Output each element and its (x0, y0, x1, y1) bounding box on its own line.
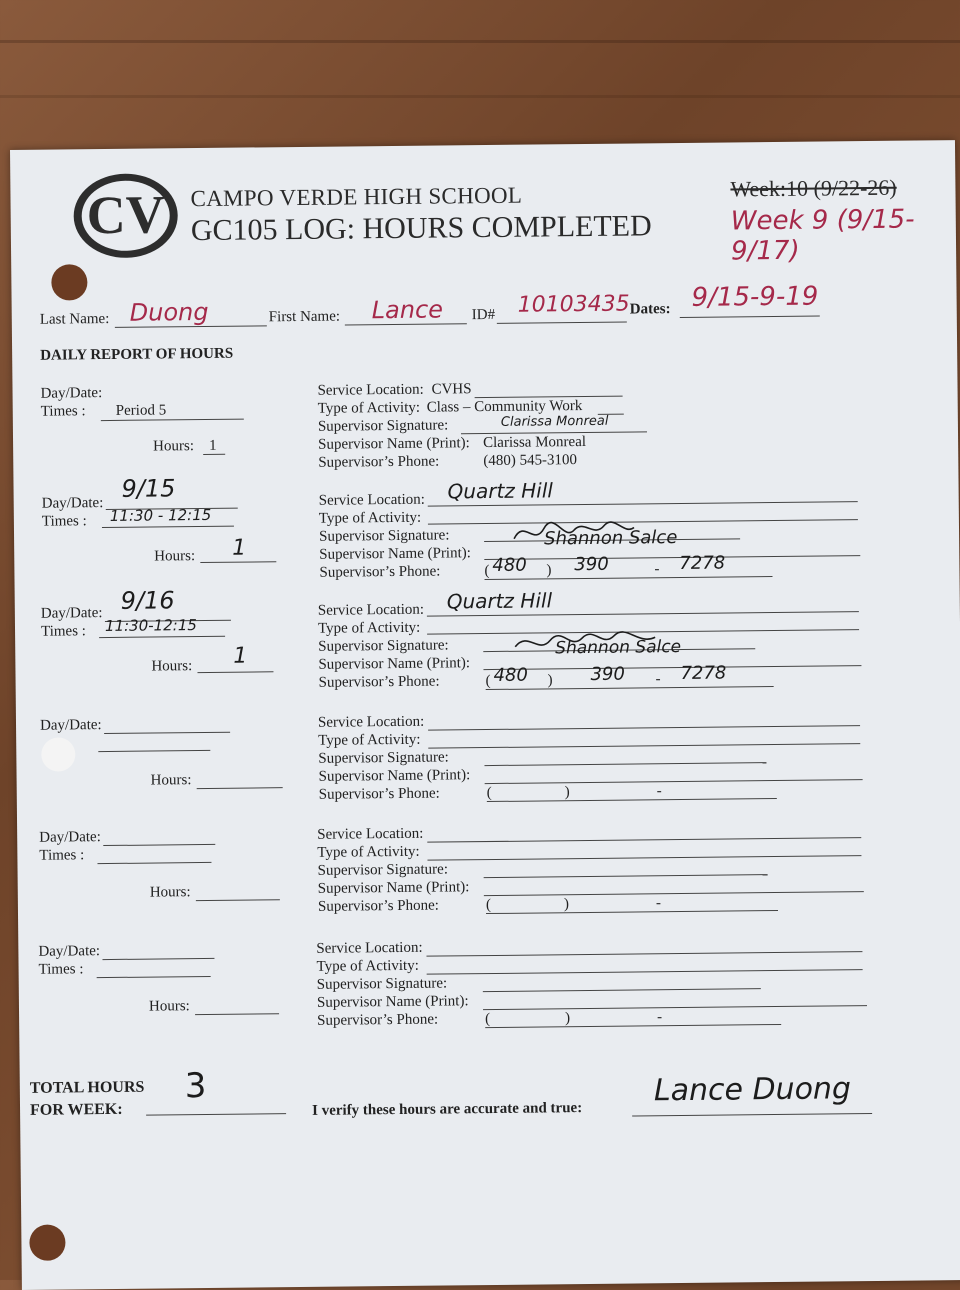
hours-label: Hours: (150, 772, 192, 789)
entry2-location: Quartz Hill (447, 478, 554, 504)
times-label: Times : (40, 403, 86, 420)
day-date-label: Day/Date: (38, 943, 101, 960)
supervisor-name-label: Supervisor Name (Print): (316, 993, 469, 1011)
punch-hole-top (51, 264, 87, 300)
hours-label: Hours: (154, 548, 196, 565)
entry1-times: Period 5 (115, 402, 167, 419)
hours-label: Hours: (148, 998, 190, 1015)
entry3-phone-area: 480 (493, 664, 528, 686)
service-location-label: Service Location: (317, 381, 424, 399)
total-hours-label-1: TOTAL HOURS (29, 1078, 145, 1097)
supervisor-phone-label: Supervisor’s Phone: (317, 1011, 439, 1029)
phone-dash: - (657, 1009, 663, 1026)
dates-label: Dates: (629, 301, 671, 318)
entry3-supervisor-name: Shannon Salce (555, 637, 682, 659)
supervisor-signature-label: Supervisor Signature: (318, 749, 449, 767)
supervisor-name-label: Supervisor Name (Print): (318, 435, 470, 453)
id-value: 10103435 (517, 291, 630, 318)
first-name-value: Lance (371, 295, 444, 325)
type-of-activity-label: Type of Activity: (317, 843, 420, 861)
day-date-label: Day/Date: (39, 829, 101, 846)
form-title: GC105 LOG: HOURS COMPLETED (190, 209, 652, 248)
hours-label: Hours: (151, 658, 193, 675)
supervisor-phone-label: Supervisor’s Phone: (317, 897, 440, 915)
phone-close-paren: ) (547, 672, 553, 689)
type-of-activity-label: Type of Activity: (318, 731, 421, 749)
entry1-location: CVHS (431, 381, 472, 398)
entry1-hours: 1 (209, 437, 217, 454)
entry3-location: Quartz Hill (446, 588, 553, 614)
phone-open-paren: ( (485, 897, 492, 914)
last-name-value: Duong (129, 297, 209, 327)
last-name-label: Last Name: (39, 310, 110, 328)
supervisor-name-label: Supervisor Name (Print): (317, 879, 470, 897)
supervisor-signature-label: Supervisor Signature: (316, 975, 448, 993)
times-label: Times : (38, 961, 84, 978)
verify-label: I verify these hours are accurate and true: (311, 1100, 583, 1119)
entry3-day-date: 9/16 (120, 586, 175, 615)
section-title: DAILY REPORT OF HOURS (40, 345, 234, 364)
entry2-day-date: 9/15 (121, 474, 176, 503)
type-of-activity-label: Type of Activity: (316, 957, 419, 975)
type-of-activity-label: Type of Activity: (318, 509, 422, 527)
supervisor-name-label: Supervisor Name (Print): (318, 655, 471, 673)
entry1-signature: Clarissa Monreal (500, 413, 609, 430)
log-sheet (10, 140, 960, 1290)
entry2-phone-line: 7278 (679, 552, 726, 575)
entry2-hours: 1 (232, 535, 247, 561)
service-location-label: Service Location: (318, 491, 425, 509)
week-handwritten: Week 9 (9/15-9/17) (730, 204, 915, 267)
phone-open-paren: ( (485, 672, 491, 690)
entry3-phone-line: 7278 (680, 662, 727, 685)
total-hours-label-2: FOR WEEK: (29, 1100, 123, 1119)
service-location-label: Service Location: (317, 601, 425, 619)
phone-close-paren: ) (564, 784, 570, 801)
day-date-label: Day/Date: (39, 717, 102, 734)
punch-hole-middle (41, 737, 75, 771)
supervisor-phone-label: Supervisor’s Phone: (318, 785, 440, 803)
phone-dash: - (656, 783, 662, 800)
entry2-phone-area: 480 (492, 554, 527, 576)
supervisor-name-label: Supervisor Name (Print): (318, 767, 471, 785)
school-name: CAMPO VERDE HIGH SCHOOL (190, 182, 523, 212)
verify-signature: Lance Duong (653, 1071, 852, 1109)
type-of-activity-label: Type of Activity: (317, 619, 421, 637)
phone-dash: - (655, 671, 661, 688)
times-label: Times : (41, 513, 87, 530)
id-label: ID# (471, 306, 496, 324)
entry3-hours: 1 (233, 643, 248, 669)
phone-dash: - (655, 895, 662, 912)
entry1-supervisor-name: Clarissa Monreal (483, 433, 587, 452)
hours-label: Hours: (149, 884, 191, 901)
service-location-label: Service Location: (316, 939, 423, 957)
hours-label: Hours: (153, 438, 195, 455)
service-location-label: Service Location: (317, 713, 425, 731)
entry3-phone-prefix: 390 (590, 663, 625, 685)
dates-value: 9/15-9-19 (691, 281, 819, 313)
day-date-label: Day/Date: (40, 605, 103, 622)
phone-close-paren: ) (546, 562, 552, 579)
service-location-label: Service Location: (317, 825, 424, 843)
supervisor-signature-label: Supervisor Signature: (317, 417, 449, 435)
punch-hole-bottom (29, 1224, 65, 1260)
supervisor-name-label: Supervisor Name (Print): (319, 545, 471, 563)
entry1-activity: Class – Community Work (426, 398, 583, 416)
times-label: Times : (40, 623, 87, 640)
supervisor-signature-label: Supervisor Signature: (318, 527, 450, 545)
phone-open-paren: ( (485, 1011, 491, 1028)
supervisor-phone-label: Supervisor’s Phone: (318, 453, 440, 471)
day-date-label: Day/Date: (40, 385, 103, 402)
week-struck: Week:10 (9/22-26) (730, 174, 897, 202)
entry2-supervisor-name: Shannon Salce (543, 527, 678, 550)
total-hours-value: 3 (184, 1065, 207, 1107)
supervisor-phone-label: Supervisor’s Phone: (318, 673, 440, 691)
first-name-label: First Name: (268, 308, 341, 326)
entry2-times: 11:30 - 12:15 (109, 505, 212, 525)
times-label: Times : (39, 847, 85, 864)
phone-close-paren: ) (563, 896, 570, 913)
supervisor-signature-label: Supervisor Signature: (318, 637, 449, 655)
phone-open-paren: ( (486, 784, 492, 802)
entry2-phone-prefix: 390 (574, 553, 609, 576)
phone-dash: - (654, 561, 660, 578)
phone-close-paren: ) (565, 1010, 571, 1027)
logo-text: CV (86, 184, 165, 246)
day-date-label: Day/Date: (41, 495, 104, 512)
entry1-phone: (480) 545-3100 (483, 452, 578, 470)
supervisor-phone-label: Supervisor’s Phone: (319, 563, 441, 581)
phone-open-paren: ( (484, 563, 490, 580)
type-of-activity-label: Type of Activity: (317, 399, 421, 417)
cv-logo (70, 170, 181, 261)
supervisor-signature-label: Supervisor Signature: (317, 861, 449, 879)
entry3-times: 11:30-12:15 (104, 616, 197, 636)
